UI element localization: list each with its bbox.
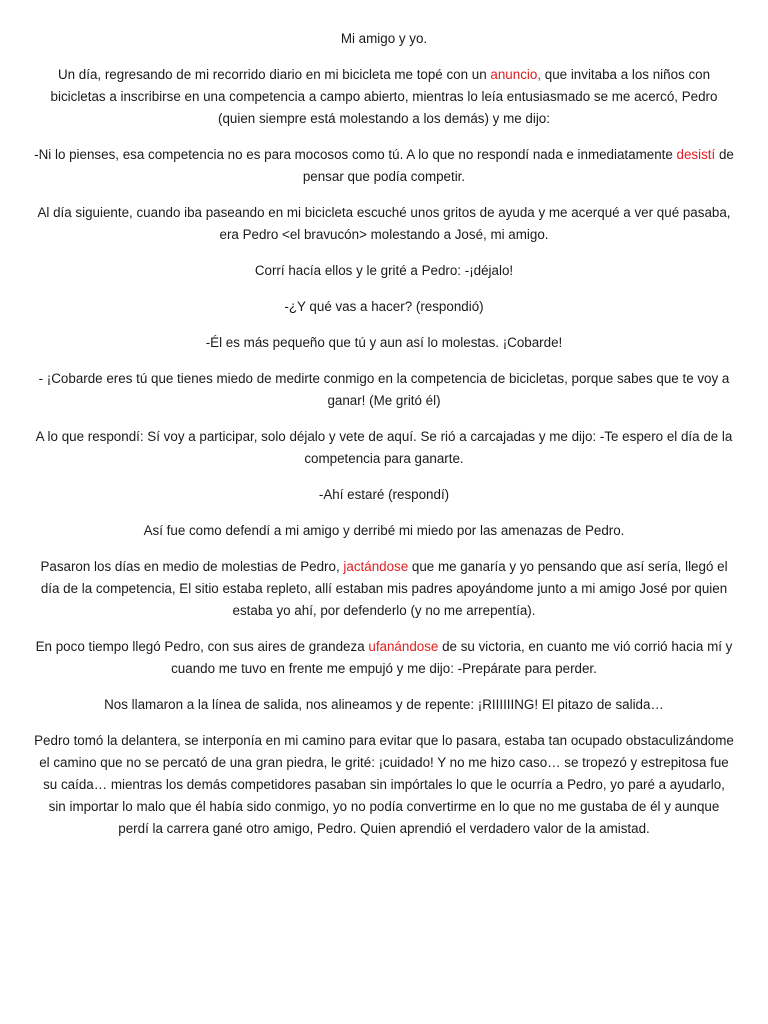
- paragraph-text: En poco tiempo llegó Pedro, con sus aires de grandeza: [35, 639, 369, 654]
- paragraph-10: Así fue como defendí a mi amigo y derribé mi miedo por las amenazas de Pedro.: [143, 523, 625, 538]
- highlighted-word: jactándose: [343, 559, 409, 574]
- paragraph-text: de su victoria, en cuanto me vió corrió hacia mí y cuando me tuvo en frente me empujó y me dijo: -Prepárate para perder.: [171, 639, 733, 676]
- paragraph-text: -Ni lo pienses, esa competencia no es para mocosos como tú. A lo que no respondí nada e inmediatamente: [34, 147, 677, 162]
- paragraph-text: de pensar que podía competir.: [302, 147, 734, 184]
- paragraph-text: que me ganaría y yo pensando que así sería, llegó el día de la competencia, El sitio estaba repleto, allí estaban mis padres apoyándome junto a mi amigo José por quien estaba yo ahí, por defenderlo (y no me arrepentía).: [40, 559, 728, 618]
- paragraph-11: [34, 556, 734, 622]
- paragraph-4: Corrí hacía ellos y le grité a Pedro: -¡déjalo!: [254, 263, 514, 278]
- paragraph-7: - ¡Cobarde eres tú que tienes miedo de medirte conmigo en la competencia de bicicletas, porque sabes que te voy a ganar! (Me gritó él): [38, 371, 730, 408]
- paragraph-3: Al día siguiente, cuando iba paseando en mi bicicleta escuché unos gritos de ayuda y me acerqué a ver qué pasaba, era Pedro <el bravucón> molestando a José, mi amigo.: [37, 205, 731, 242]
- paragraph-12: [34, 636, 734, 680]
- paragraph-13: Nos llamaron a la línea de salida, nos alineamos y de repente: ¡RIIIIIING! El pitazo de salida…: [104, 697, 664, 712]
- paragraph-9: -Ahí estaré (respondí): [318, 487, 450, 502]
- highlighted-word: ufanándose: [368, 639, 439, 654]
- highlighted-word: desistí: [676, 147, 716, 162]
- paragraph-text: que invitaba a los niños con bicicletas a inscribirse en una competencia a campo abierto, mientras lo leía entusiasmado se me acercó, Pedro (quien siempre está molestando a los demás) y me dijo:: [50, 67, 718, 126]
- paragraph-text: Pasaron los días en medio de molestias de Pedro,: [40, 559, 344, 574]
- paragraph-1: [34, 64, 734, 130]
- paragraph-5: -¿Y qué vas a hacer? (respondió): [284, 299, 484, 314]
- highlighted-word: anuncio,: [490, 67, 542, 82]
- paragraph-6: -Él es más pequeño que tú y aun así lo molestas. ¡Cobarde!: [205, 335, 563, 350]
- paragraph-14: Pedro tomó la delantera, se interponía en mi camino para evitar que lo pasara, estaba tan ocupado obstaculizándome el camino que no se percató de una gran piedra, le grité: ¡cuidado! Y no me hizo caso… se tropezó y estrepitosa fue su caída… mientras los demás competidores pasaban sin impórtales lo que le ocurría a Pedro, yo paré a ayudarlo, sin importar lo malo que él había sido conmigo, yo no podía convertirme en lo que no me gustaba de él y aunque perdí la carrera gané otro amigo, Pedro. Quien aprendió el verdadero valor de la amistad.: [34, 733, 734, 836]
- paragraph-2: [34, 144, 734, 188]
- page-title: Mi amigo y yo.: [340, 31, 428, 46]
- paragraph-8: A lo que respondí: Sí voy a participar, solo déjalo y vete de aquí. Se rió a carcajadas y me dijo: -Te espero el día de la competencia para ganarte.: [35, 429, 733, 466]
- paragraph-text: Un día, regresando de mi recorrido diario en mi bicicleta me topé con un: [57, 67, 491, 82]
